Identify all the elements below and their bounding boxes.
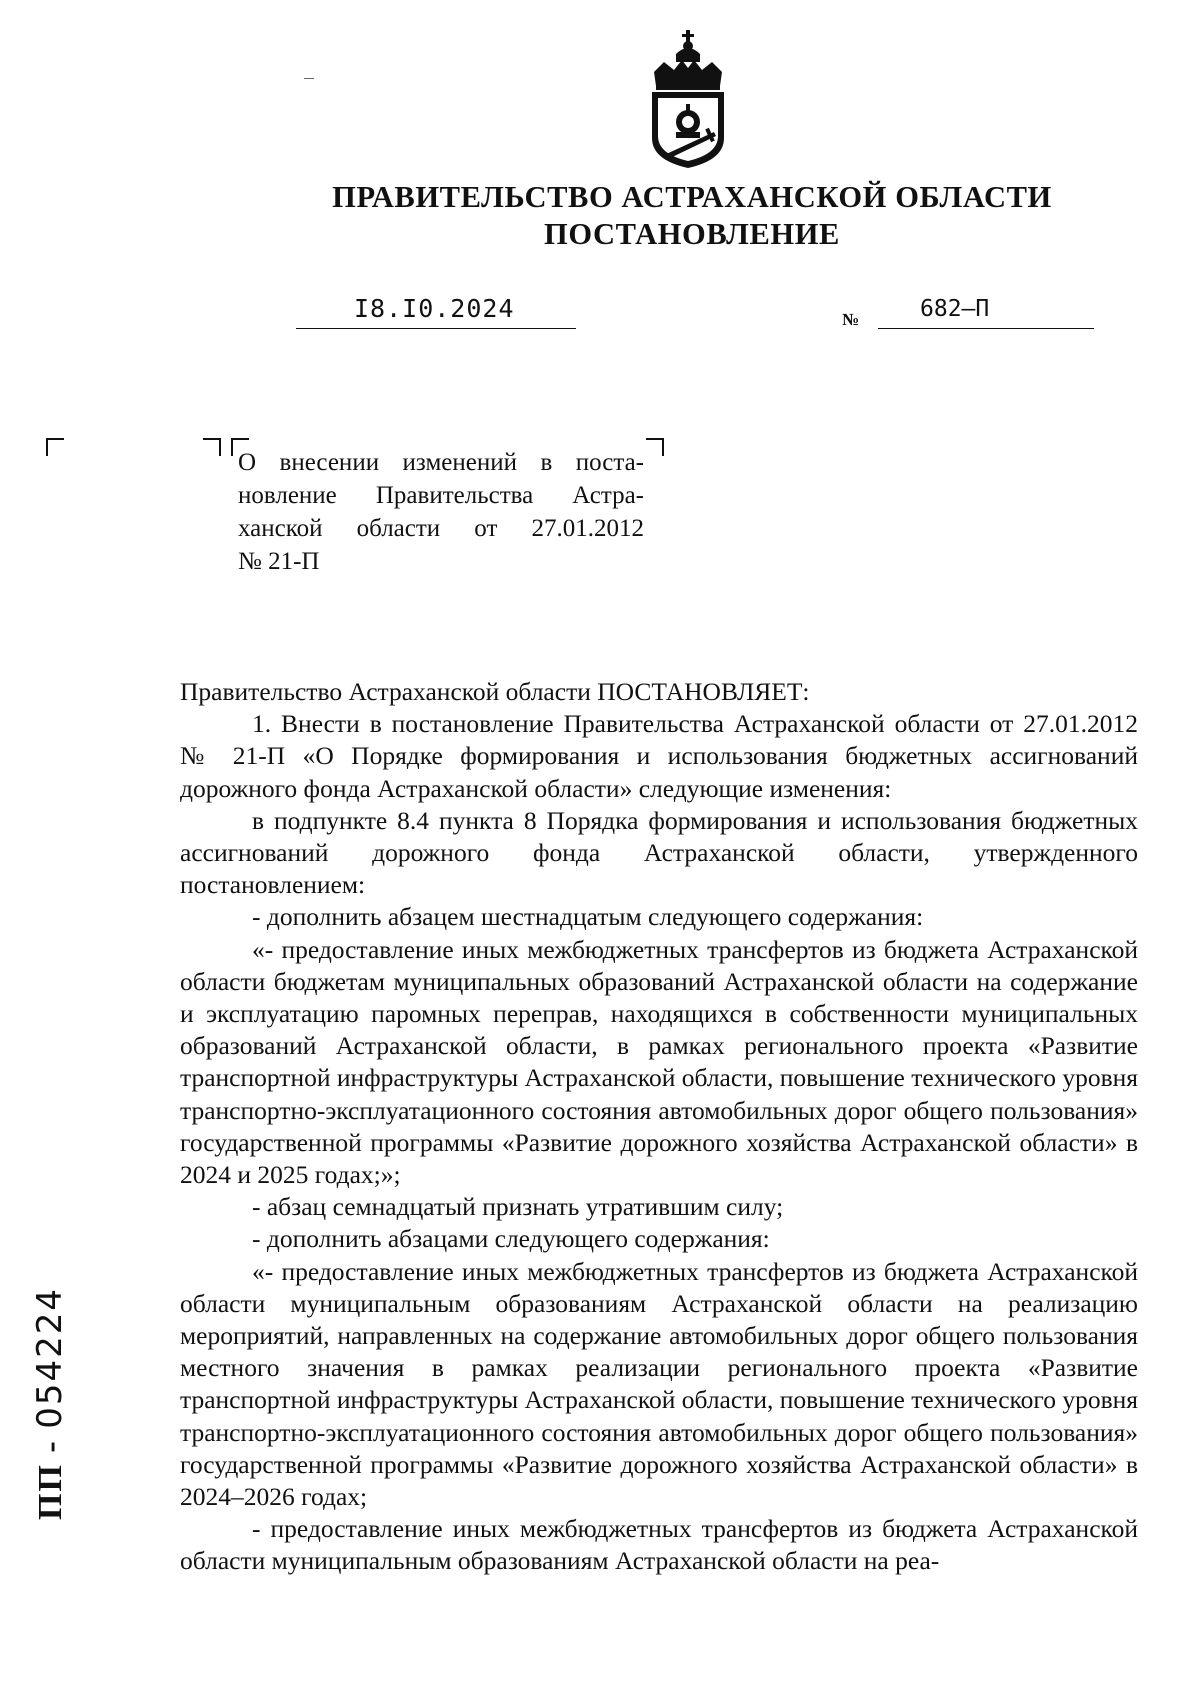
number-sign: № [842,310,860,329]
body-paragraph: - абзац семнадцатый признать утратившим силу; [252,1192,784,1222]
number-underline [878,328,1094,329]
document-date: I8.I0.2024 [354,294,515,323]
body-paragraph: Правительство Астраханской области ПОСТАНОВЛЯЕТ: [180,677,810,706]
corner-mark [203,438,221,456]
body-paragraph: в подпункте 8.4 пункта 8 Порядка формирования и использования бюджетных ассигнований дорожного фонда Астраханской области, утвержденного постановлением: [180,805,1138,900]
scan-mark [304,78,314,79]
stamp-prefix: ПП - [32,1439,69,1520]
corner-mark-left [46,438,64,456]
document-type-title: ПОСТАНОВЛЕНИЕ [544,217,840,251]
authority-title: ПРАВИТЕЛЬСТВО АСТРАХАНСКОЙ ОБЛАСТИ [332,180,1052,214]
body-paragraph: 1. Внести в постановление Правительства Астраханской области от 27.01.2012 № 21-П «О Порядке формирования и использования бюджетных ассигнований дорожного фонда Астраханской области» следующие изменения: [180,709,1138,803]
document-subject [238,446,644,578]
subject-line: О внесении изменений в поста- [238,449,644,476]
date-underline [296,328,576,329]
body-paragraph: «- предоставление иных межбюджетных трансфертов из бюджета Астраханской области муниципальным образованиям Астраханской области на реализацию мероприятий, направленных на содержание автомобильных дорог общего пользования местного значения в рамках реализации регионального проекта «Развитие транспортной инфраструктуры Астраханской области, повышение технического уровня транспортно-эксплуатационного состояния автомобильных дорог общего пользования» государственной программы «Развитие дорожного хозяйства Астраханской области» в 2024–2026 годах; [180,1256,1138,1512]
corner-mark-right [646,438,664,456]
document-number: 682–П [920,296,990,322]
coat-of-arms-icon [640,28,736,170]
body-paragraph: - дополнить абзацем шестнадцатым следующего содержания: [252,902,924,932]
subject-line: № 21-П [238,548,320,575]
stamp-number: 054224 [30,1286,70,1429]
body-paragraph: - дополнить абзацами следующего содержания: [252,1224,770,1254]
subject-line: ханской области от 27.01.2012 [238,515,644,542]
subject-line: новление Правительства Астра- [238,482,644,509]
document-body [180,676,1138,1578]
body-paragraph: - предоставление иных межбюджетных трансфертов из бюджета Астраханской области муниципальным образованиям Астраханской области на реа- [180,1514,1138,1576]
body-paragraph: «- предоставление иных межбюджетных трансфертов из бюджета Астраханской области бюджетам муниципальных образований Астраханской области на содержание и эксплуатацию паромных переправ, находящихся в собственности муниципальных образований Астраханской области, в рамках регионального проекта «Развитие транспортной инфраструктуры Астраханской области, повышение технического уровня транспортно-эксплуатационного состояния автомобильных дорог общего пользования» государственной программы «Развитие дорожного хозяйства Астраханской области» в 2024 и 2025 годах;»; [180,934,1138,1190]
side-stamp-number [30,1286,86,1520]
